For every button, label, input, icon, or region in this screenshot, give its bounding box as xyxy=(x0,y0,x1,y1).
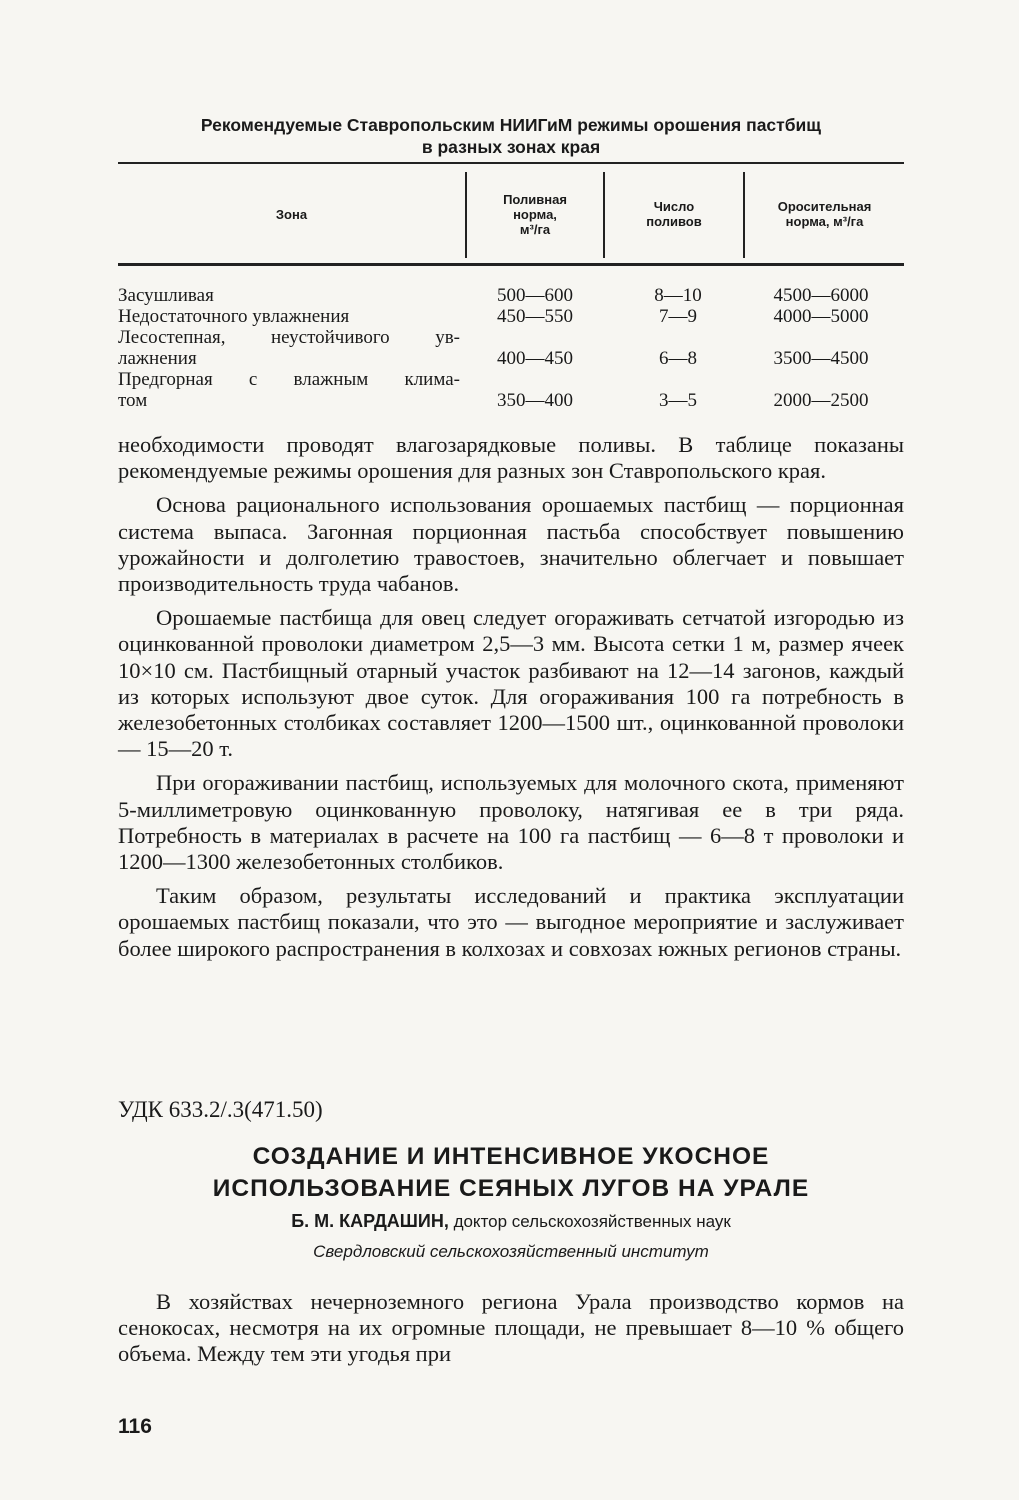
header-watering-count: Число поливов xyxy=(646,199,702,229)
paragraph: Основа рационального использования орошаемых пастбищ — порционная система выпаса. Загонная порционная пастьба способствует повышению урожайности и долголетию травостоев, значительно облегчает и повышает производительность труда чабанов. xyxy=(118,492,904,597)
udk-code: УДК 633.2/.3(471.50) xyxy=(118,1097,323,1122)
cell-irrigation: 2000—2500 xyxy=(773,390,869,411)
table-title-line-1: Рекомендуемые Ставропольским НИИГиМ режимы орошения пастбищ xyxy=(200,115,822,135)
cell-irrigation: 3500—4500 xyxy=(773,348,869,369)
cell-norm: 500—600 xyxy=(497,285,573,306)
paragraph: Орошаемые пастбища для овец следует огораживать сетчатой изгородью из оцинкованной проволоки диаметром 2,5—3 мм. Высота сетки 1 м, размер ячеек 10×10 см. Пастбищный отарный участок разбивают на 12—14 загонов, каждый из которых используют двое суток. Для огораживания 100 га потребность в железобетонных столбиках составляет 1200—1500 шт., оцинкованной проволоки — 15—20 т. xyxy=(118,605,904,762)
article-title-line-1: СОЗДАНИЕ И ИНТЕНСИВНОЕ УКОСНОЕ xyxy=(252,1143,770,1170)
table-header-rule xyxy=(118,263,904,266)
cell-count: 3—5 xyxy=(659,390,697,411)
table-row xyxy=(118,327,904,369)
cell-norm: 450—550 xyxy=(497,306,573,327)
article-paragraph: В хозяйствах нечерноземного региона Урала производство кормов на сенокосах, несмотря на их огромные площади, не превышает 8—10 % общего объема. Между тем эти угодья при xyxy=(118,1289,904,1367)
cell-zone: Засушливая xyxy=(118,285,214,306)
author-degree: доктор сельскохозяйственных наук xyxy=(453,1212,731,1231)
cell-zone: Недостаточного увлажнения xyxy=(118,306,350,327)
table-row xyxy=(118,306,904,327)
cell-norm: 400—450 xyxy=(497,348,573,369)
author-institution: Свердловский сельскохозяйственный институт xyxy=(313,1242,709,1261)
table-top-rule xyxy=(118,162,904,164)
cell-irrigation: 4000—5000 xyxy=(773,306,869,327)
header-zone: Зона xyxy=(275,206,308,222)
article-title-line-2: ИСПОЛЬЗОВАНИЕ СЕЯНЫХ ЛУГОВ НА УРАЛЕ xyxy=(212,1175,810,1202)
paragraph: необходимости проводят влагозарядковые поливы. В таблице показаны рекомендуемые режимы орошения для разных зон Ставропольского края. xyxy=(118,432,904,484)
body-text xyxy=(118,432,904,970)
cell-zone: Предгорная с влажным клима- xyxy=(118,369,460,390)
table-header xyxy=(118,162,904,266)
cell-count: 8—10 xyxy=(654,285,702,306)
table-row xyxy=(118,369,904,411)
table-title xyxy=(118,114,904,158)
header-watering-norm: Поливная норма, м³/га xyxy=(503,191,567,237)
cell-norm: 350—400 xyxy=(497,390,573,411)
paragraph: Таким образом, результаты исследований и практика эксплуатации орошаемых пастбищ показали, что это — выгодное мероприятие и заслуживает более широкого распространения в колхозах и совхозах южных регионов страны. xyxy=(118,883,904,961)
article-title xyxy=(118,1141,904,1205)
table-title-line-2: в разных зонах края xyxy=(421,137,601,157)
cell-irrigation: 4500—6000 xyxy=(773,285,869,306)
cell-zone-continued: лажнения xyxy=(118,348,197,369)
paragraph: При огораживании пастбищ, используемых для молочного скота, применяют 5-миллиметровую оцинкованную проволоку, натягивая ее в три ряда. Потребность в материалах в расчете на 100 га пастбищ — 6—8 т проволоки и 1200—1300 железобетонных столбиков. xyxy=(118,770,904,875)
cell-zone: Лесостепная, неустойчивого ув- xyxy=(118,327,460,348)
cell-zone-continued: том xyxy=(118,390,148,411)
table-row xyxy=(118,285,904,306)
author-line xyxy=(118,1209,904,1234)
author-name: Б. М. КАРДАШИН, xyxy=(291,1211,449,1231)
cell-count: 6—8 xyxy=(659,348,697,369)
table-body xyxy=(118,285,904,411)
header-irrigation-norm: Оросительная норма, м³/га xyxy=(777,199,872,229)
cell-count: 7—9 xyxy=(659,306,697,327)
page-number: 116 xyxy=(118,1415,152,1438)
